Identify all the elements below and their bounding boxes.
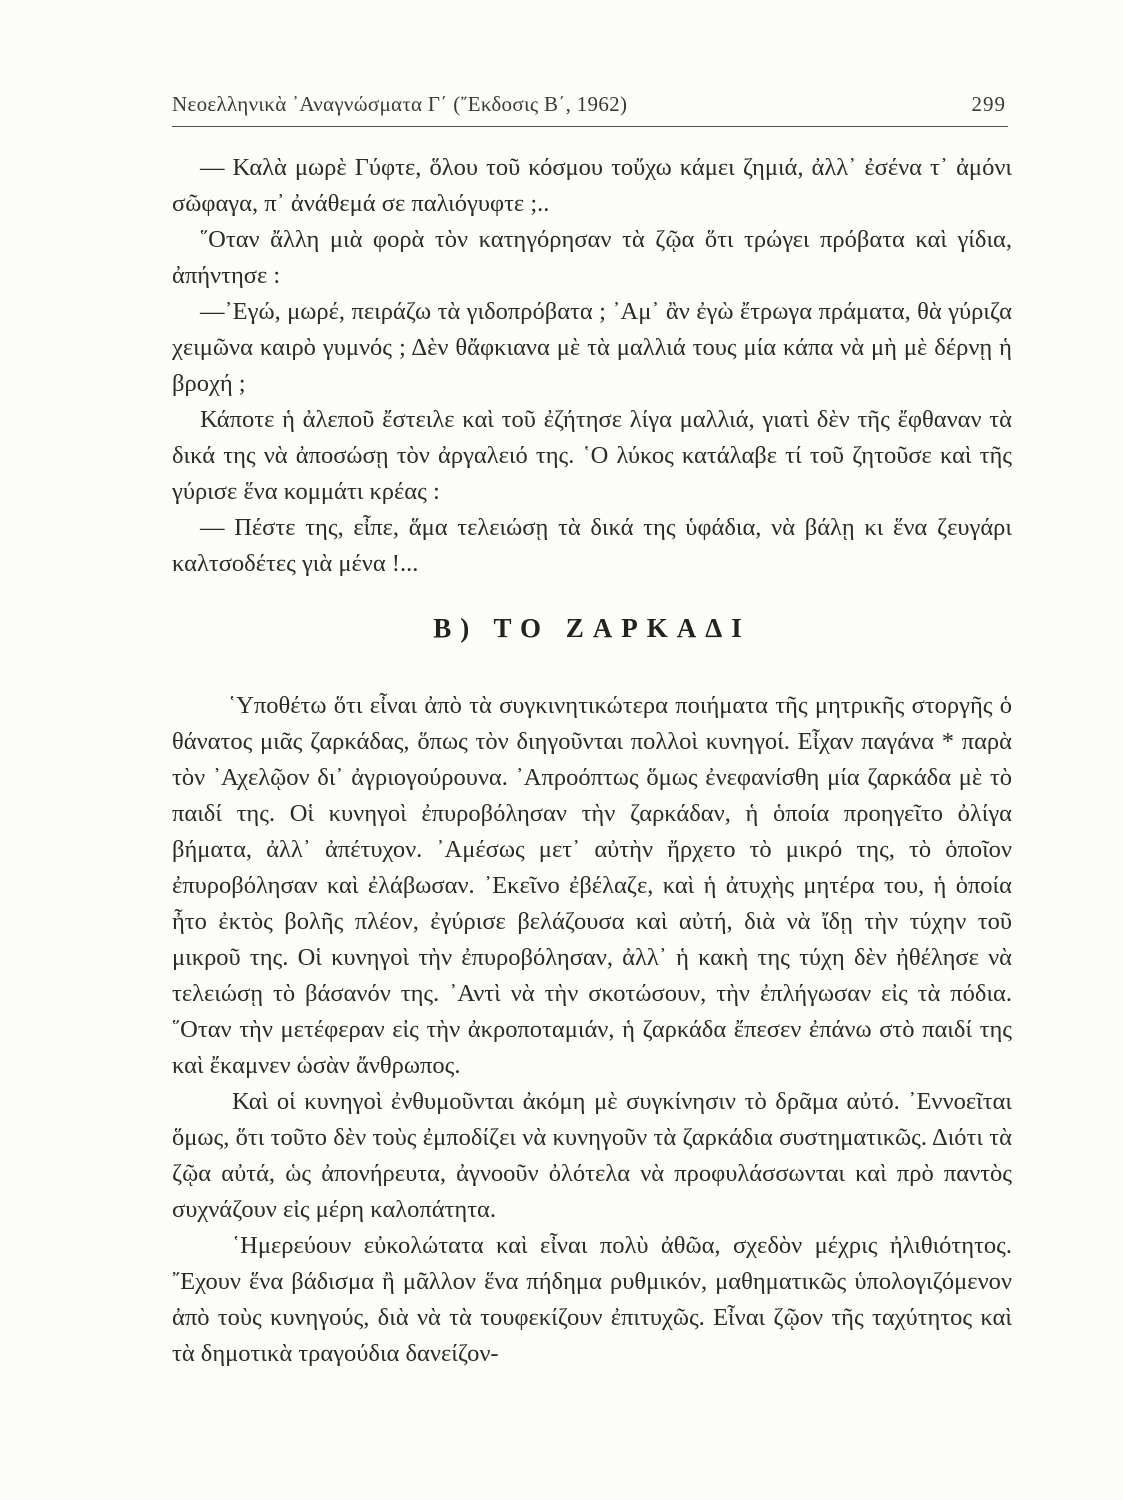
paragraph: Καὶ οἱ κυνηγοὶ ἐνθυμοῦνται ἀκόμη μὲ συγκίνησιν τὸ δρᾶμα αὐτό. ᾿Εννοεῖται ὅμως, ὅτι τοῦτο δὲν τοὺς ἐμποδίζει νὰ κυνηγοῦν τὰ ζαρκάδια συστηματικῶς. Διότι τὰ ζῷα αὐτά, ὡς ἀπονήρευτα, ἀγνοοῦν ὀλότελα νὰ προφυλάσσωνται καὶ πρὸ παντὸς συχνάζουν εἰς μέρη καλοπάτητα. <box>172 1088 1012 1223</box>
paragraph: ῞Οταν ἄλλη μιὰ φορὰ τὸν κατηγόρησαν τὰ ζῷα ὅτι τρώγει πρόβατα καὶ γίδια, ἀπήντησε : <box>172 226 1012 289</box>
paragraph: —᾿Εγώ, μωρέ, πειράζω τὰ γιδοπρόβατα ; ᾿Αμ᾿ ἂν ἐγὼ ἔτρωγα πράματα, θὰ γύριζα χειμῶνα καιρὸ γυμνός ; Δὲν θἄφκιανα μὲ τὰ μαλλιά τους μία κάπα νὰ μὴ μὲ δέρνῃ ἡ βροχή ; <box>172 298 1012 397</box>
header-divider <box>172 126 1008 127</box>
page-header <box>172 92 1008 126</box>
paragraph: Κάποτε ἡ ἀλεποῦ ἔστειλε καὶ τοῦ ἐζήτησε λίγα μαλλιά, γιατὶ δὲν τῆς ἔφθαναν τὰ δικά της νὰ ἀποσώσῃ τὸν ἀργαλειό της. ῾Ο λύκος κατάλαβε τί τοῦ ζητοῦσε καὶ τῆς γύρισε ἕνα κομμάτι κρέας : <box>172 406 1012 505</box>
page-body <box>172 150 1012 1372</box>
paragraph: ῾Ημερεύουν εὐκολώτατα καὶ εἶναι πολὺ ἀθῶα, σχεδὸν μέχρις ἠλιθιότητος. ῎Εχουν ἕνα βάδισμα ἢ μᾶλλον ἕνα πήδημα ρυθμικόν, μαθηματικῶς ὑπολογιζόμενον ἀπὸ τοὺς κυνηγούς, διὰ νὰ τὰ τουφεκίζουν ἐπιτυχῶς. Εἶναι ζῷον τῆς ταχύτητος καὶ τὰ δημοτικὰ τραγούδια δανείζον- <box>172 1232 1012 1367</box>
paragraph: ῾Υποθέτω ὅτι εἶναι ἀπὸ τὰ συγκινητικώτερα ποιήματα τῆς μητρικῆς στοργῆς ὁ θάνατος μιᾶς ζαρκάδας, ὅπως τὸν διηγοῦνται πολλοὶ κυνηγοί. Εἶχαν παγάνα * παρὰ τὸν ᾿Αχελῷον δι᾿ ἀγριογούρουνα. ᾿Απροόπτως ὅμως ἐνεφανίσθη μία ζαρκάδα μὲ τὸ παιδί της. Οἱ κυνηγοὶ ἐπυροβόλησαν τὴν ζαρκάδαν, ἡ ὁποία προηγεῖτο ὀλίγα βήματα, ἀλλ᾿ ἀπέτυχον. ᾿Αμέσως μετ᾿ αὐτὴν ἤρχετο τὸ μικρό της, τὸ ὁποῖον ἐπυροβόλησαν καὶ ἐλάβωσαν. ᾿Εκεῖνο ἐβέλαζε, καὶ ἡ ἀτυχὴς μητέρα του, ἡ ὁποία ἦτο ἐκτὸς βολῆς πλέον, ἐγύρισε βελάζουσα καὶ αὐτή, διὰ νὰ ἴδῃ τὴν τύχην τοῦ μικροῦ της. Οἱ κυνηγοὶ τὴν ἐπυροβόλησαν, ἀλλ᾿ ἡ κακὴ της τύχη δὲν ἠθέλησε νὰ τελειώσῃ τὸ βάσανόν της. ᾿Αντὶ νὰ τὴν σκοτώσουν, τὴν ἐπλήγωσαν εἰς τὰ πόδια. ῞Οταν τὴν μετέφεραν εἰς τὴν ἀκροποταμιάν, ἡ ζαρκάδα ἔπεσεν ἐπάνω στὸ παιδί της καὶ ἔκαμνεν ὡσὰν ἄνθρωπος. <box>172 692 1012 1079</box>
paragraph: — Καλὰ μωρὲ Γύφτε, ὅλου τοῦ κόσμου τοὔχω κάμει ζημιά, ἀλλ᾿ ἐσένα τ᾿ ἀμόνι σῶφαγα, π᾿ ἀνάθεμά σε παλιόγυφτε ;.. <box>172 154 1012 217</box>
running-title: Νεοελληνικὰ ᾿Αναγνώσματα Γ΄ (῎Εκδοσις Β΄, 1962) <box>172 92 628 116</box>
section-title: Β) ΤΟ ΖΑΡΚΑΔΙ <box>433 613 751 643</box>
page-number: 299 <box>971 92 1006 116</box>
paragraph: — Πέστε της, εἶπε, ἅμα τελειώσῃ τὰ δικά της ὑφάδια, νὰ βάλῃ κι ἕνα ζευγάρι καλτσοδέτες γιὰ μένα !... <box>172 514 1012 577</box>
